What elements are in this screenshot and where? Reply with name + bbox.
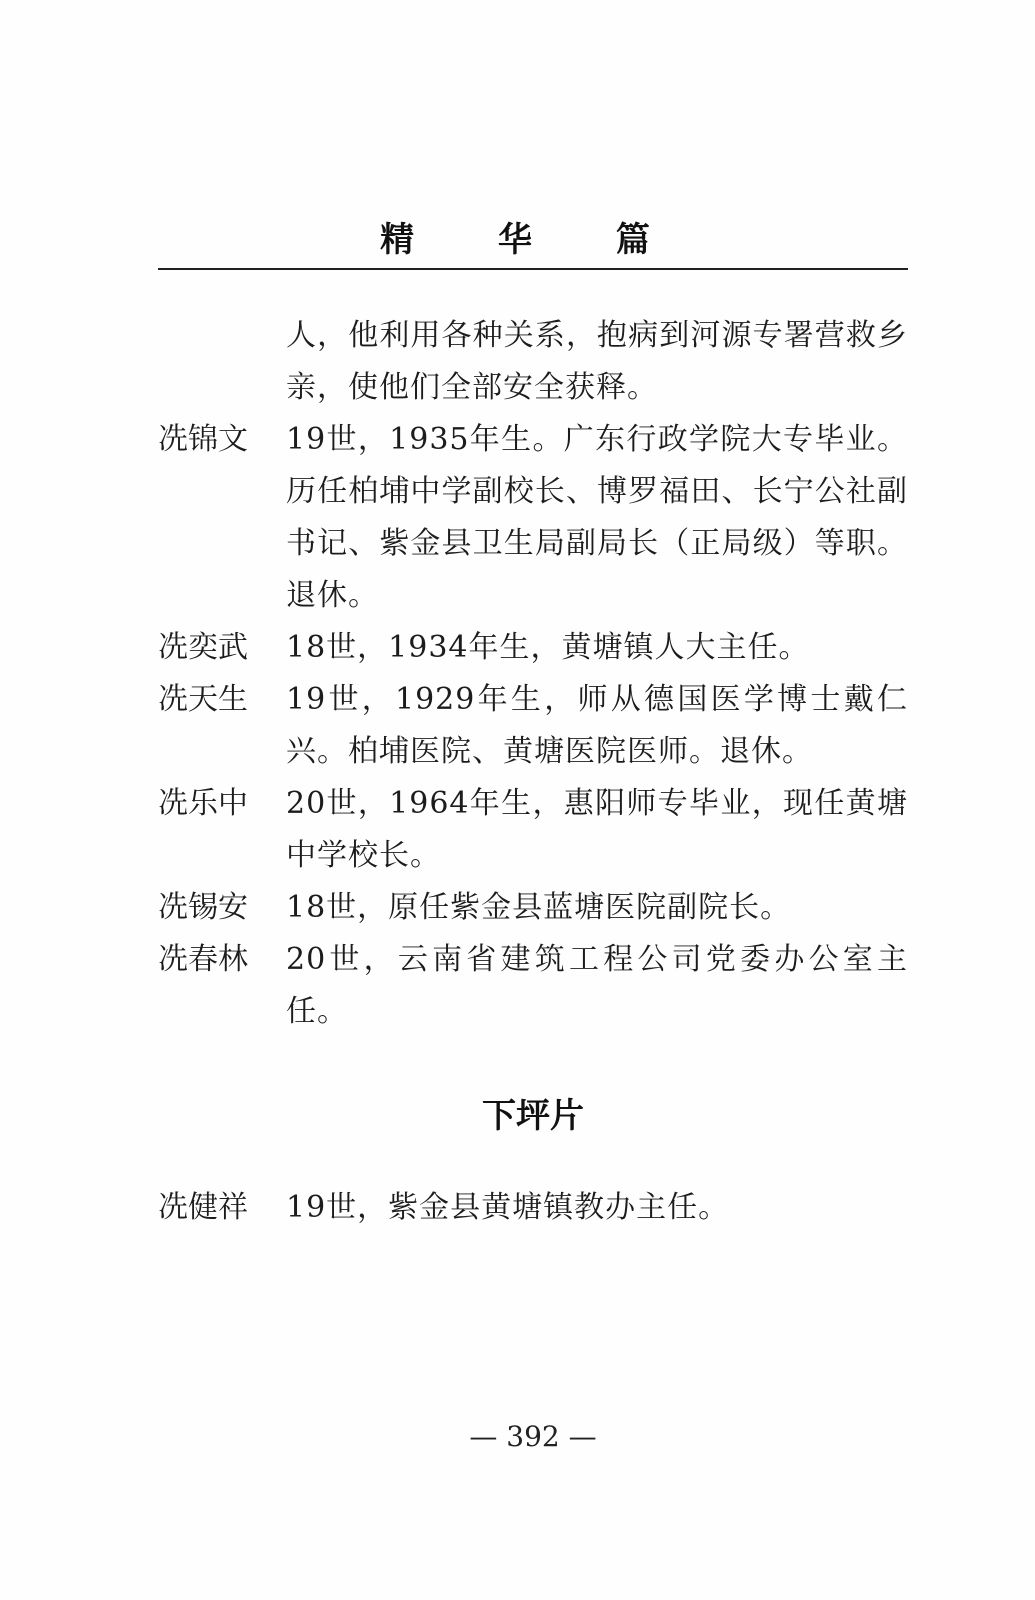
entry-xian-yiwu <box>158 622 908 674</box>
entry-name: 冼健祥 <box>158 1190 248 1225</box>
entry-text: 19世，1929年生，师从德国医学博士戴仁兴。柏埔医院、黄塘医院医师。退休。 <box>286 682 908 769</box>
entry-xian-chunlin <box>158 934 908 1038</box>
entry-text: 20世，1964年生，惠阳师专毕业，现任黄塘中学校长。 <box>286 786 908 873</box>
entry-xian-tiansheng <box>158 674 908 778</box>
entry-text: 18世，原任紫金县蓝塘医院副院长。 <box>286 890 792 925</box>
entry-xian-lezhong <box>158 778 908 882</box>
entry-name: 冼春林 <box>158 942 248 977</box>
header-rule <box>158 268 908 270</box>
entry-name: 冼乐中 <box>158 786 248 821</box>
entry-xian-jianxiang <box>158 1182 908 1234</box>
entry-text: 19世，1935年生。广东行政学院大专毕业。历任柏埔中学副校长、博罗福田、长宁公社副书记、紫金县卫生局副局长（正局级）等职。退休。 <box>286 422 908 613</box>
section-title: 下坪片 <box>482 1096 584 1136</box>
running-header: 精 华 篇 <box>380 220 686 260</box>
entry-name: 冼锦文 <box>158 422 248 457</box>
entry-name: 冼天生 <box>158 682 248 717</box>
entry-name: 冼锡安 <box>158 890 248 925</box>
entry-text: 人，他利用各种关系，抱病到河源专署营救乡亲，使他们全部安全获释。 <box>286 318 908 405</box>
entry-xian-xian <box>158 882 908 934</box>
entry-continuation <box>158 310 908 414</box>
entry-name: 冼奕武 <box>158 630 248 665</box>
entry-xian-jinwen <box>158 414 908 622</box>
page-number: — 392 — <box>469 1420 597 1453</box>
entry-text: 18世，1934年生，黄塘镇人大主任。 <box>286 630 810 665</box>
entry-text: 20世，云南省建筑工程公司党委办公室主任。 <box>286 942 908 1029</box>
entry-text: 19世，紫金县黄塘镇教办主任。 <box>286 1190 730 1225</box>
